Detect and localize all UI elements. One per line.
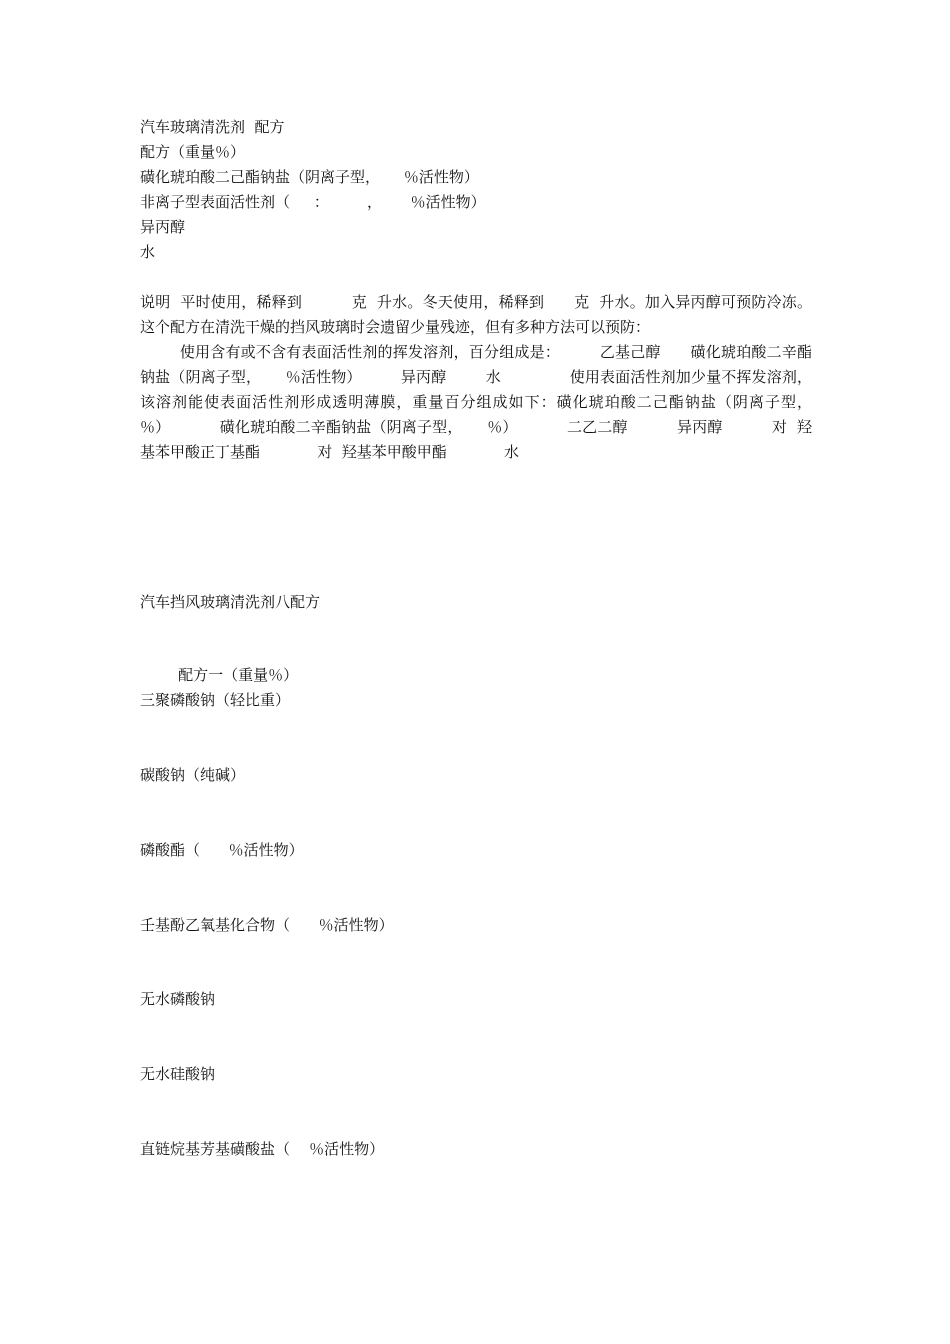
section1-title: 汽车玻璃清洗剂 配方 <box>140 118 285 136</box>
note-paragraph: 说明 平时使用，稀释到 克 升水。冬天使用，稀释到 克 升水。加入异丙醇可预防冷冻。这个配方在清洗干燥的挡风玻璃时会遗留少量残迹，但有多种方法可以预防： <box>140 293 812 336</box>
ingredient-line: 碳酸钠（纯碱） <box>140 766 246 784</box>
method-paragraph: 使用含有或不含有表面活性剂的挥发溶剂，百分组成是： 乙基己醇 磺化琥珀酸二辛酯钠盐（阴离子型， ％活性物） 异丙醇 水 使用表面活性剂加少量不挥发溶剂，该溶剂能使表面活性剂形成透明薄膜，重量百分组成如下：磺化琥珀酸二己酯钠盐（阴离子型， ％） 磺化琥珀酸二辛酯钠盐（阴离子型， ％） 二乙二醇 异丙醇 对 羟基苯甲酸正丁基酯 对 羟基苯甲酸甲酯 水 <box>140 343 836 461</box>
ingredient-line: 无水硅酸钠 <box>140 1065 216 1083</box>
ingredient-line: 无水磷酸钠 <box>140 990 216 1008</box>
ingredient-line: 水 <box>140 243 156 261</box>
ingredient-line: 壬基酚乙氧基化合物（ ％活性物） <box>140 916 394 934</box>
ingredient-line: 三聚磷酸钠（轻比重） <box>140 691 291 709</box>
section2-title: 汽车挡风玻璃清洗剂八配方 <box>140 593 321 611</box>
ingredient-line: 直链烷基芳基磺酸盐（ ％活性物） <box>140 1140 385 1158</box>
section2-formula-header: 配方一（重量％） <box>140 666 299 684</box>
section1-formula-header: 配方（重量％） <box>140 143 246 161</box>
ingredient-line: 磺化琥珀酸二己酯钠盐（阴离子型， ％活性物） <box>140 168 479 186</box>
ingredient-line: 非离子型表面活性剂（ ： ， ％活性物） <box>140 193 486 211</box>
ingredient-line: 异丙醇 <box>140 218 186 236</box>
ingredient-line: 磷酸酯（ ％活性物） <box>140 841 304 859</box>
